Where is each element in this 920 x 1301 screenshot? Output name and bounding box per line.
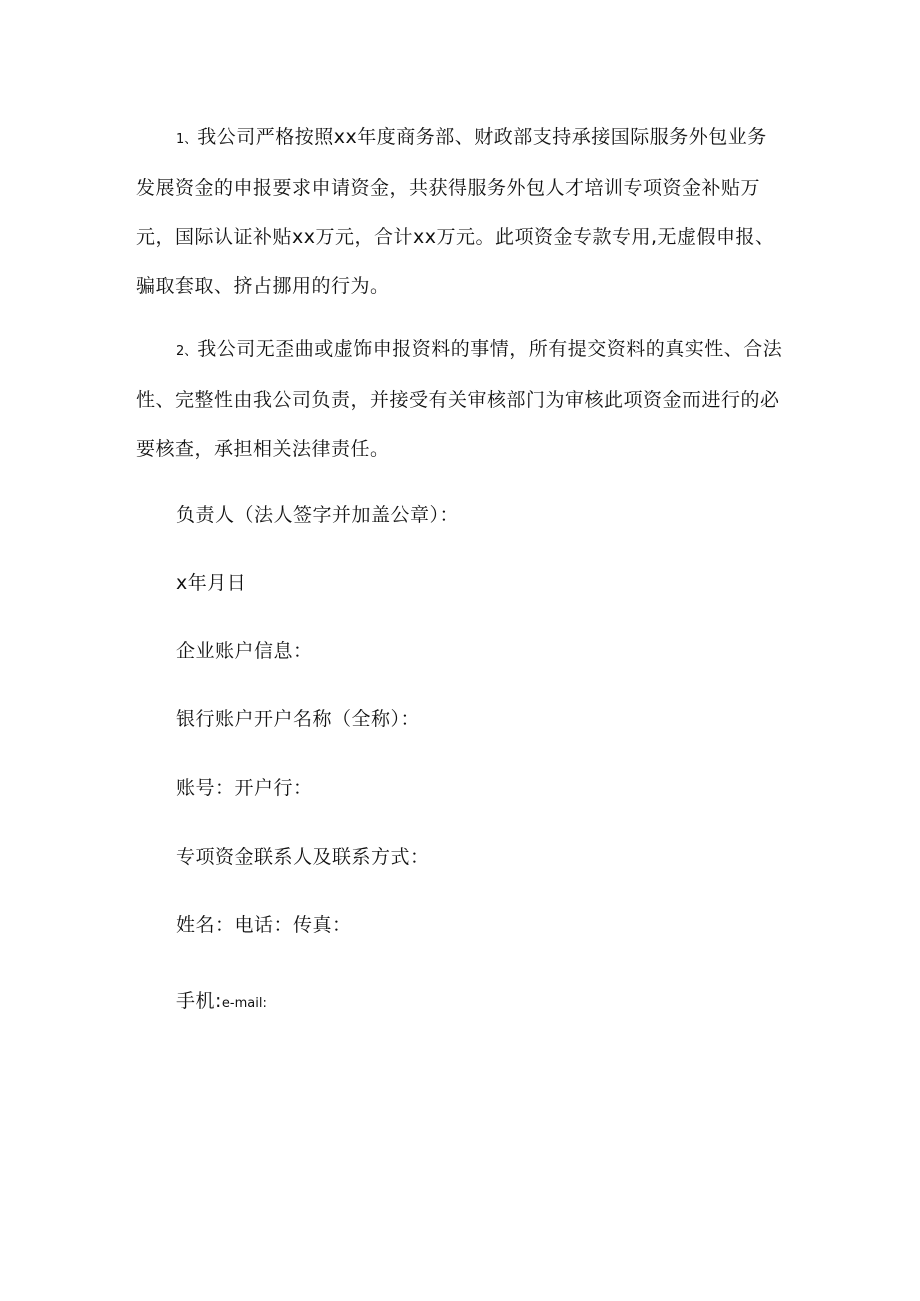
paragraph-2-number: 2、 (176, 344, 198, 359)
email-label: e-mail: (221, 996, 267, 1011)
paragraph-1 (136, 113, 786, 311)
paragraph-2-text: 我公司无歪曲或虚饰申报资料的事情，所有提交资料的真实性、合法性、完整性由我公司负责，并接受有关审核部门为审核此项资金而进行的必要核查，承担相关法律责任。 (136, 338, 783, 460)
paragraph-1-text: 我公司严格按照xx年度商务部、财政部支持承接国际服务外包业务发展资金的申报要求申请资金，共获得服务外包人才培训专项资金补贴万元，国际认证补贴xx万元，合计xx万元。此项资金专款专用,无虚假申报、骗取套取、挤占挪用的行为。 (136, 126, 775, 297)
contact-person-line: 专项资金联系人及联系方式： (176, 846, 430, 868)
signature-line: 负责人（法人签字并加盖公章）： (176, 504, 460, 526)
paragraph-1-number: 1、 (176, 132, 198, 147)
account-info-heading: 企业账户信息： (176, 640, 313, 662)
date-line: x年月日 (176, 572, 247, 594)
account-number-line: 账号：开户行： (176, 777, 313, 799)
paragraph-2 (136, 325, 786, 474)
mobile-label: 手机: (176, 990, 222, 1012)
bank-account-name-line: 银行账户开户名称（全称）： (176, 708, 421, 730)
mobile-email-line (176, 986, 267, 1019)
name-phone-fax-line: 姓名：电话：传真： (176, 914, 352, 936)
